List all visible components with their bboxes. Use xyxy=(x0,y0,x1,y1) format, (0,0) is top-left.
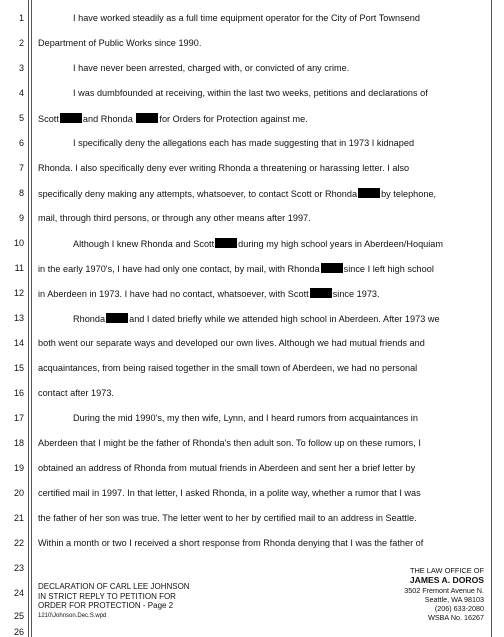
body-line xyxy=(38,313,486,325)
body-line: certified mail in 1997. In that letter, I asked Rhonda, in a polite way, whether a rumor that I was xyxy=(38,488,421,498)
body-line: mail, through third persons, or through any other means after 1997. xyxy=(38,213,311,223)
redaction-bar xyxy=(358,188,380,198)
line-number: 21 xyxy=(13,513,24,523)
body-line xyxy=(38,188,486,200)
body-line: Within a month or two I received a short response from Rhonda denying that I was the father of xyxy=(38,538,424,548)
redaction-bar xyxy=(215,238,237,248)
margin-rule-left-outer xyxy=(28,0,29,637)
line-number: 9 xyxy=(18,213,24,223)
bar-number: WSBA No. 16267 xyxy=(428,613,484,622)
firm-name: JAMES A. DOROS xyxy=(409,575,484,585)
body-line: the father of her son was true. The letter went to her by certified mail to an address in Seattle. xyxy=(38,513,417,523)
text-run: in the early 1970's, I have had only one contact, by mail, with Rhonda xyxy=(38,264,320,274)
redaction-bar xyxy=(106,313,128,323)
line-number: 5 xyxy=(18,113,24,123)
body-line xyxy=(38,238,486,250)
file-name: 1210\Johnson.Dec.S.wpd xyxy=(38,612,107,619)
body-line xyxy=(38,88,486,99)
phone-number: (206) 633-2080 xyxy=(434,604,484,613)
text-run: during my high school years in Aberdeen/Hoquiam xyxy=(238,239,444,249)
caption-line: ORDER FOR PROTECTION - Page 2 xyxy=(38,601,174,611)
line-number: 15 xyxy=(13,363,24,373)
redaction-bar xyxy=(136,113,158,123)
address-line: Seattle, WA 98103 xyxy=(424,595,484,604)
text-run: since I left high school xyxy=(343,264,434,274)
text-run: Rhonda xyxy=(73,314,106,324)
body-line: I have never been arrested, charged with, or convicted of any crime. xyxy=(73,63,350,73)
line-number: 14 xyxy=(13,338,24,348)
text-run: Although I knew Rhonda and Scott xyxy=(73,239,215,249)
line-number: 6 xyxy=(18,138,24,148)
line-number: 2 xyxy=(18,38,24,48)
margin-rule-left-inner xyxy=(31,0,32,637)
line-number: 16 xyxy=(13,388,24,398)
text-run: specifically deny making any attempts, whatsoever, to contact Scott or Rhonda xyxy=(38,189,358,199)
caption-line: DECLARATION OF CARL LEE JOHNSON xyxy=(38,582,190,591)
line-number: 4 xyxy=(18,88,24,98)
line-number: 17 xyxy=(13,413,24,423)
line-number: 10 xyxy=(13,238,24,248)
line-number: 24 xyxy=(13,588,24,598)
line-number: 8 xyxy=(18,188,24,198)
line-number: 22 xyxy=(13,538,24,548)
text-run: petitions and declarations of xyxy=(313,88,428,98)
text-run: I was dumbfounded at receiving, within the last two weeks, xyxy=(73,88,312,98)
text-run: and Rhonda xyxy=(82,114,133,124)
body-line: acquaintances, from being raised together in the small town of Aberdeen, we had no personal xyxy=(38,363,418,373)
text-run: and I dated briefly while we attended high school in Aberdeen. After 1973 we xyxy=(129,314,440,324)
margin-rule-right xyxy=(491,0,492,637)
body-line xyxy=(38,288,486,300)
redaction-bar xyxy=(60,113,82,123)
line-number: 20 xyxy=(13,488,24,498)
body-line: Department of Public Works since 1990. xyxy=(38,38,202,48)
line-number: 3 xyxy=(18,63,24,73)
body-line: Aberdeen that I might be the father of Rhonda's then adult son. To follow up on these rumors, I xyxy=(38,438,421,448)
body-line: both went our separate ways and developed our own lives. Although we had mutual friends and xyxy=(38,338,425,348)
line-number: 25 xyxy=(13,611,24,621)
body-line: contact after 1973. xyxy=(38,388,114,398)
body-line: I have worked steadily as a full time equipment operator for the City of Port Townsend xyxy=(73,13,420,23)
text-run: Scott xyxy=(38,114,59,124)
text-run: since 1973. xyxy=(332,289,380,299)
document-caption xyxy=(38,582,238,620)
line-number: 26 xyxy=(13,627,24,637)
caption-line: IN STRICT REPLY TO PETITION FOR xyxy=(38,591,176,601)
text-run: for Orders for Protection against me. xyxy=(159,114,308,124)
body-line: obtained an address of Rhonda from mutual friends in Aberdeen and sent her a brief letter by xyxy=(38,463,416,473)
line-number: 7 xyxy=(18,163,24,173)
line-number: 12 xyxy=(13,288,24,298)
line-number: 18 xyxy=(13,438,24,448)
line-number: 19 xyxy=(13,463,24,473)
text-run: by telephone, xyxy=(381,189,437,199)
redaction-bar xyxy=(310,288,332,298)
body-line: I specifically deny the allegations each has made suggesting that in 1973 I kidnaped xyxy=(73,138,415,148)
law-office-block xyxy=(360,566,484,622)
body-line xyxy=(38,263,486,275)
body-line: Rhonda. I also specifically deny ever writing Rhonda a threatening or harassing letter. I also xyxy=(38,163,410,173)
text-run: in Aberdeen in 1973. I have had no contact, whatsoever, with Scott xyxy=(38,289,309,299)
line-number: 11 xyxy=(14,263,24,273)
body-line xyxy=(38,113,486,125)
address-line: 3502 Fremont Avenue N. xyxy=(404,586,484,595)
line-number: 23 xyxy=(13,563,24,573)
law-office-label: THE LAW OFFICE OF xyxy=(409,566,484,575)
redaction-bar xyxy=(321,263,343,273)
line-number: 1 xyxy=(18,13,24,23)
line-number: 13 xyxy=(13,313,24,323)
body-line: During the mid 1990's, my then wife, Lynn, and I heard rumors from acquaintances in xyxy=(73,413,418,423)
